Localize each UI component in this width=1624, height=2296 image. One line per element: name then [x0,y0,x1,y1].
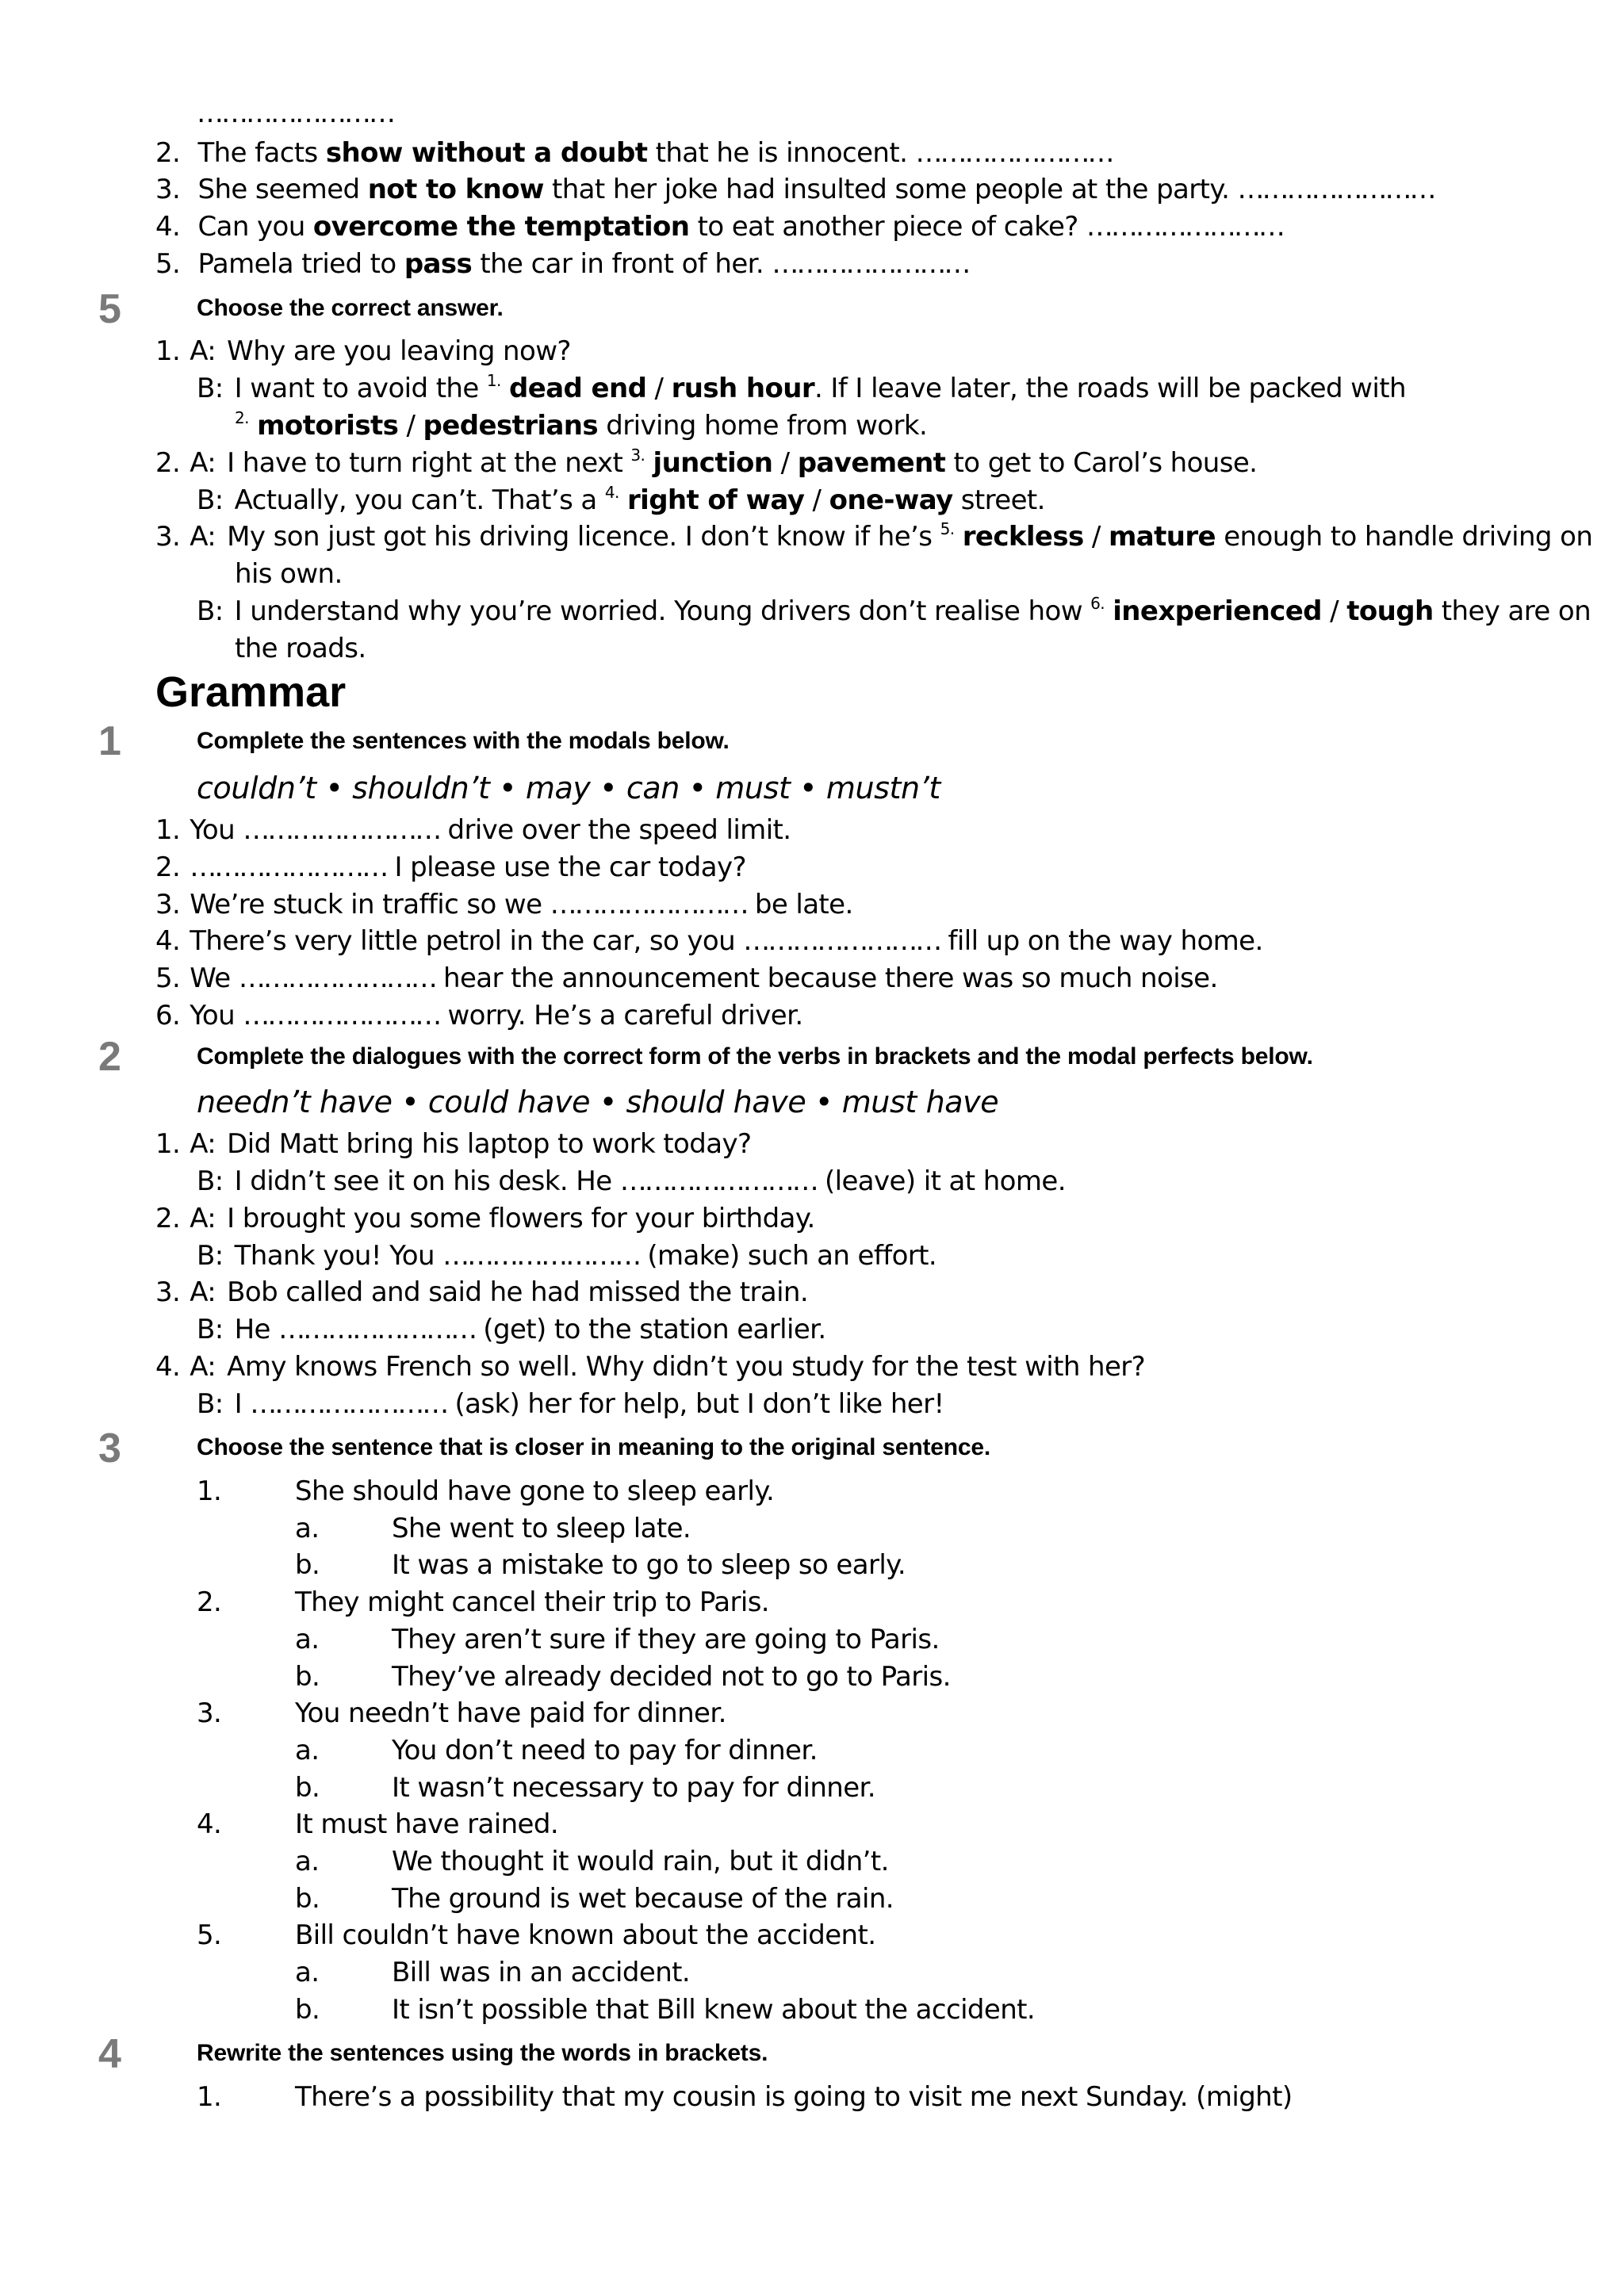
question-text: It must have rained. [295,1808,559,1840]
option-letter[interactable]: b. [295,1994,320,2026]
dialogue-line [155,333,571,370]
option-text[interactable]: She went to sleep late. [392,1513,691,1544]
choice-option[interactable]: reckless [962,521,1084,553]
exercise-instruction: Complete the sentences with the modals below. [197,728,730,754]
exercise-number: 2 [98,1034,121,1080]
item-number: 2. [155,137,181,169]
item-text: hear the announcement because there was so much noise. [435,962,1218,994]
item-number: 1. [197,2081,222,2113]
speaker-label: A: [190,1351,216,1383]
answer-blank[interactable]: …………………… [442,1240,640,1272]
question-item [197,1806,221,1843]
question-text: Bill couldn’t have known about the accident. [295,1919,876,1951]
section-heading: Grammar [155,668,347,716]
item-number: 1. [155,1128,181,1160]
speaker-label: B: [197,1314,224,1345]
question-text: She should have gone to sleep early. [295,1475,775,1507]
choice-separator: / [1083,521,1109,553]
dialogue-line [197,593,1591,630]
dialogue-text: Bob called and said he had missed the train. [227,1276,809,1308]
dialogue-line [155,519,1592,556]
choice-option[interactable]: motorists [257,410,399,442]
option-text[interactable]: They’ve already decided not to go to Paris. [392,1661,951,1693]
item-number: 4. [155,211,181,243]
dialogue-text: I [234,1388,251,1420]
dialogue-text: Did Matt bring his laptop to work today? [227,1128,752,1160]
dialogue-line [155,1126,751,1163]
dialogue-text: . If I leave later, the roads will be packed with [814,373,1406,404]
dialogue-text: enough to handle driving on [1216,521,1593,553]
dialogue-text: (make) such an effort. [639,1240,937,1272]
item-number: 5. [197,1919,222,1951]
dialogue-text: I understand why you’re worried. Young drivers don’t realise how [234,595,1091,627]
choice-option[interactable]: tough [1346,595,1434,627]
speaker-label: A: [190,335,216,367]
speaker-label: A: [190,1276,216,1308]
dialogue-line [197,1238,936,1275]
exercise-instruction: Choose the sentence that is closer in meaning to the original sentence. [197,1434,991,1460]
choice-separator: / [646,373,672,404]
dialogue-line: the roads. [235,633,366,664]
item-text: You [190,814,243,846]
answer-blank[interactable]: …………………… [743,925,940,957]
speaker-label: B: [197,1165,224,1197]
answer-blank[interactable]: …………………… [278,1314,476,1345]
gap-number: 2. [235,408,249,427]
list-item [155,886,853,924]
answer-blank[interactable]: …………………… [250,1388,447,1420]
option-letter[interactable]: b. [295,1661,320,1693]
exercise-instruction: Choose the correct answer. [197,295,504,321]
dialogue-text: My son just got his driving licence. I don’t know if he’s [227,521,940,553]
answer-blank[interactable]: …………………… [772,248,969,280]
dialogue-line [155,1274,808,1311]
dialogue-text: Thank you! You [234,1240,443,1272]
option-text[interactable]: You don’t need to pay for dinner. [392,1735,818,1766]
item-text: the car in front of her. [472,248,772,280]
choice-separator: / [1321,595,1347,627]
question-item [197,1473,221,1510]
list-item [155,209,1283,246]
item-number: 2. [155,1203,181,1234]
speaker-label: A: [190,447,216,479]
question-text: You needn’t have paid for dinner. [295,1697,726,1729]
item-number: 3. [155,889,181,920]
item-text: There’s very little petrol in the car, so you [190,925,744,957]
exercise-number: 4 [98,2031,121,2077]
item-text: We [190,962,239,994]
choice-option[interactable]: right of way [626,484,805,516]
choice-option[interactable]: one-way [829,484,953,516]
answer-blank[interactable]: …………………… [619,1165,817,1197]
question-text: There’s a possibility that my cousin is going to visit me next Sunday. (might) [295,2081,1293,2113]
item-number: 3. [155,174,181,205]
item-number: 2. [155,447,181,479]
item-number: 1. [155,814,181,846]
option-text[interactable]: The ground is wet because of the rain. [392,1883,894,1915]
option-text[interactable]: We thought it would rain, but it didn’t. [392,1846,889,1877]
option-letter[interactable]: a. [295,1624,320,1655]
dialogue-line [197,1311,826,1349]
answer-blank[interactable]: …………………… [243,1000,440,1031]
speaker-label: B: [197,1388,224,1420]
answer-blank[interactable]: …………………… [1086,211,1283,243]
dialogue-line [197,1386,944,1423]
item-text: drive over the speed limit. [439,814,791,846]
question-item [197,1917,221,1954]
choice-option[interactable]: junction [653,447,773,479]
dialogue-line [235,408,927,445]
list-item [155,246,968,283]
item-bold-phrase: not to know [367,174,544,205]
list-item [155,812,791,849]
exercise-instruction: Rewrite the sentences using the words in brackets. [197,2040,768,2066]
answer-blank[interactable]: …………………… [550,889,747,920]
option-letter[interactable]: b. [295,1772,320,1804]
question-item [197,1584,221,1621]
choice-option[interactable]: rush hour [671,373,815,404]
gap-number: 4. [604,483,619,502]
item-text: I please use the car today? [386,851,746,883]
item-bold-phrase: pass [404,248,473,280]
item-number: 2. [155,851,181,883]
item-number: 5. [155,248,181,280]
item-bold-phrase: show without a doubt [325,137,648,169]
item-number: 1. [197,1475,222,1507]
exercise-number: 3 [98,1425,121,1471]
dialogue-text: I want to avoid the [234,373,487,404]
item-number: 3. [197,1697,222,1729]
dialogue-line: his own. [235,558,343,590]
choice-separator: / [398,410,423,442]
item-number: 6. [155,1000,181,1031]
item-number: 4. [155,1351,181,1383]
item-number: 5. [155,962,181,994]
dialogue-line [197,482,1045,519]
list-item [155,997,803,1035]
option-letter[interactable]: b. [295,1549,320,1581]
dialogue-text: I didn’t see it on his desk. He [234,1165,620,1197]
option-text[interactable]: Bill was in an accident. [392,1957,691,1988]
choice-option[interactable]: pavement [797,447,946,479]
dialogue-text: (leave) it at home. [816,1165,1066,1197]
list-item [155,171,1434,209]
option-text[interactable]: It was a mistake to go to sleep so early. [392,1549,906,1581]
choice-separator: / [772,447,798,479]
item-text: that her joke had insulted some people at the party. [543,174,1238,205]
exercise-number: 5 [98,286,121,332]
list-item [155,923,1263,960]
dialogue-text: to get to Carol’s house. [945,447,1258,479]
gap-number: 1. [486,371,501,390]
item-text: be late. [746,889,853,920]
exercise-number: 1 [98,718,121,764]
dialogue-text: they are on [1433,595,1591,627]
item-number: 4. [197,1808,222,1840]
gap-number: 3. [630,446,645,465]
answer-blank[interactable]: …………………… [915,137,1113,169]
speaker-label: B: [197,484,224,516]
option-text[interactable]: They aren’t sure if they are going to Paris. [392,1624,940,1655]
dialogue-text: I have to turn right at the next [227,447,631,479]
dialogue-text: driving home from work. [598,410,928,442]
dialogue-text: (get) to the station earlier. [475,1314,826,1345]
item-text: worry. He’s a careful driver. [439,1000,803,1031]
speaker-label: A: [190,1203,216,1234]
gap-number: 6. [1090,594,1105,613]
item-bold-phrase: overcome the temptation [312,211,690,243]
item-number: 4. [155,925,181,957]
dialogue-text: Actually, you can’t. That’s a [234,484,605,516]
item-text: The facts [197,137,326,169]
speaker-label: B: [197,1240,224,1272]
speaker-label: B: [197,595,224,627]
choice-separator: / [804,484,829,516]
item-text: fill up on the way home. [940,925,1263,957]
option-letter[interactable]: a. [295,1513,320,1544]
dialogue-text: He [234,1314,279,1345]
option-letter[interactable]: a. [295,1957,320,1988]
gap-number: 5. [940,519,955,538]
speaker-label: A: [190,1128,216,1160]
dialogue-text: street. [952,484,1045,516]
item-text: You [190,1000,243,1031]
item-text: Can you [197,211,313,243]
choice-option[interactable]: dead end [509,373,647,404]
answer-blank[interactable]: …………………… [190,851,387,883]
option-text[interactable]: It isn’t possible that Bill knew about the accident. [392,1994,1036,2026]
item-text: She seemed [197,174,368,205]
speaker-label: A: [190,521,216,553]
list-item [155,960,1218,997]
item-text: We’re stuck in traffic so we [190,889,550,920]
item-text: that he is innocent. [647,137,916,169]
question-item [197,1695,221,1732]
item-number: 3. [155,521,181,553]
dialogue-text: Why are you leaving now? [227,335,571,367]
item-number: 1. [155,335,181,367]
question-text: They might cancel their trip to Paris. [295,1586,770,1618]
dialogue-text: Amy knows French so well. Why didn’t you study for the test with her? [227,1351,1146,1383]
choice-option[interactable]: mature [1108,521,1216,553]
question-item [197,2079,221,2116]
item-text: Pamela tried to [197,248,404,280]
answer-blank[interactable]: …………………… [243,814,440,846]
word-bank: needn’t have • could have • should have • must have [197,1085,999,1119]
dialogue-line [155,1349,1145,1386]
dialogue-line [155,1200,815,1238]
speaker-label: B: [197,373,224,404]
dialogue-line [197,370,1406,408]
exercise-instruction: Complete the dialogues with the correct form of the verbs in brackets and the modal perfects below. [197,1043,1313,1070]
dialogue-line [197,1163,1066,1200]
list-item [155,135,1113,172]
choice-option[interactable]: inexperienced [1113,595,1322,627]
leading-blank: …………………… [197,98,393,129]
option-letter[interactable]: b. [295,1883,320,1915]
item-text: to eat another piece of cake? [689,211,1086,243]
dialogue-text: I brought you some flowers for your birthday. [227,1203,815,1234]
option-letter[interactable]: a. [295,1846,320,1877]
option-text[interactable]: It wasn’t necessary to pay for dinner. [392,1772,876,1804]
answer-blank[interactable]: …………………… [238,962,435,994]
dialogue-line [155,445,1257,482]
item-number: 2. [197,1586,222,1618]
list-item [155,849,746,886]
option-letter[interactable]: a. [295,1735,320,1766]
item-number: 3. [155,1276,181,1308]
answer-blank[interactable]: …………………… [1237,174,1434,205]
dialogue-text: (ask) her for help, but I don’t like her! [446,1388,944,1420]
word-bank: couldn’t • shouldn’t • may • can • must • mustn’t [197,771,940,806]
choice-option[interactable]: pedestrians [423,410,599,442]
